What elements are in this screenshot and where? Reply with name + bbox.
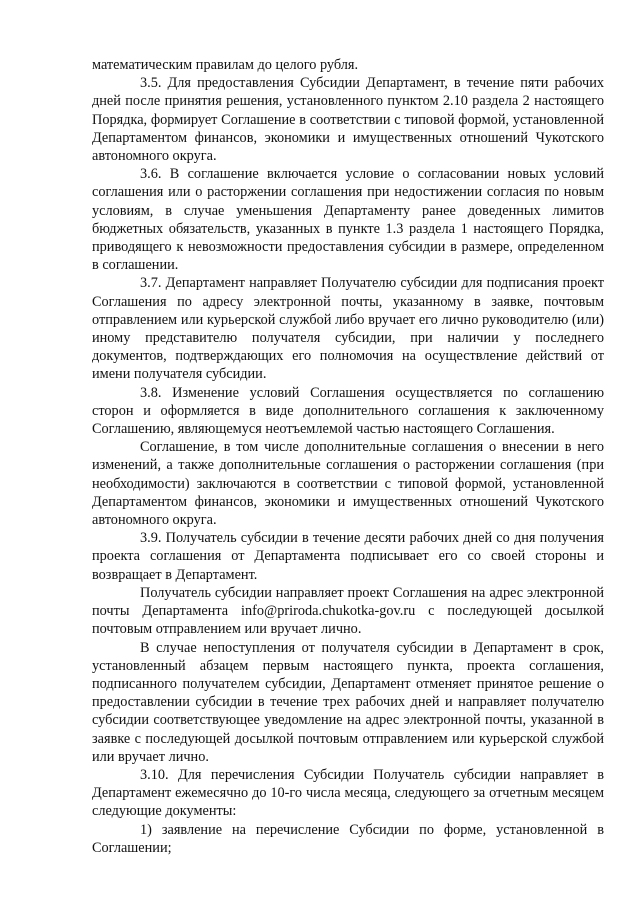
paragraph-3-7: 3.7. Департамент направляет Получателю субсидии для подписания проект Соглашения по адресу электронной почты, указанному в заявке, почтовым отправлением или курьерской службой либо вручает его лично руководителю (или) иному представителю получателя субсидии, при наличии у последнего документов, подтверждающих его полномочия на осуществление действий от имени получателя субсидии.	[92, 275, 604, 383]
paragraph-3-8: 3.8. Изменение условий Соглашения осуществляется по соглашению сторон и оформляется в виде дополнительного соглашения к заключенному Соглашению, являющемуся неотъемлемой частью настоящего Соглашения.	[92, 384, 604, 438]
paragraph-3-5: 3.5. Для предоставления Субсидии Департамент, в течение пяти рабочих дней после принятия решения, установленного пунктом 2.10 раздела 2 настоящего Порядка, формирует Соглашение в соответствии с типовой формой, установленной Департаментом финансов, экономики и имущественных отношений Чукотского автономного округа.	[92, 75, 604, 165]
paragraph-3-6: 3.6. В соглашение включается условие о согласовании новых условий соглашения или о расторжении соглашения при недостижении согласия по новым условиям, в случае уменьшения Департаменту ранее доведенных лимитов бюджетных обязательств, указанных в пункте 1.3 раздела 1 настоящего Порядка, приводящего к невозможности предоставления субсидии в размере, определенном в соглашении.	[92, 166, 604, 274]
paragraph-agreement-amendments: Соглашение, в том числе дополнительные соглашения о внесении в него изменений, а также дополнительные соглашения о расторжении соглашения (при необходимости) заключаются в соответствии с типовой формой, установленной Департаментом финансов, экономики и имущественных отношений Чукотского автономного округа.	[92, 439, 604, 529]
paragraph-non-receipt: В случае непоступления от получателя субсидии в Департамент в срок, установленный абзацем первым настоящего пункта, проекта соглашения, подписанного получателем субсидии, Департамент отменяет принятое решение о предоставлении субсидии в течение трех рабочих дней и направляет получателю субсидии соответствующее уведомление на адрес электронной почты, указанной в заявке с последующей досылкой почтовым отправлением или курьерской службой или вручает лично.	[92, 639, 604, 765]
paragraph-continuation: математическим правилам до целого рубля.	[92, 57, 359, 73]
paragraph-3-9: 3.9. Получатель субсидии в течение десяти рабочих дней со дня получения проекта соглашения от Департамента подписывает его со своей стороны и возвращает в Департамент.	[92, 530, 604, 583]
document-page	[92, 56, 604, 857]
list-item-1: 1) заявление на перечисление Субсидии по форме, установленной в Соглашении;	[92, 821, 604, 856]
paragraph-3-10: 3.10. Для перечисления Субсидии Получатель субсидии направляет в Департамент ежемесячно до 10-го числа месяца, следующего за отчетным месяцем следующие документы:	[92, 766, 604, 820]
paragraph-email-submission: Получатель субсидии направляет проект Соглашения на адрес электронной почты Департамента info@priroda.chukotka-gov.ru с последующей досылкой почтовым отправлением или вручает лично.	[92, 584, 604, 638]
